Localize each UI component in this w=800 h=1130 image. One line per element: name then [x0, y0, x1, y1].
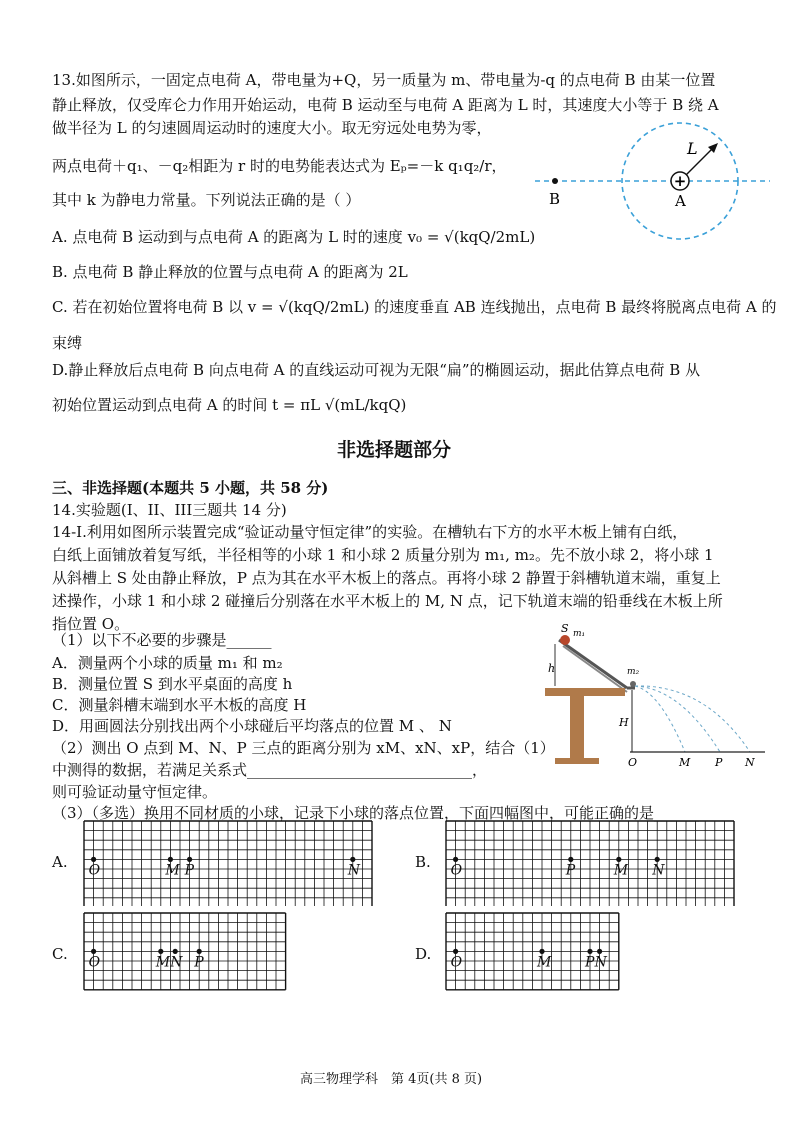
grid-point-dot: [350, 857, 355, 862]
grid-option-a: [83, 820, 373, 906]
q13-line-2: 静止释放，仅受库仑力作用开始运动，电荷 B 运动至与电荷 A 距离为 L 时，其速度大小等于 B 绕 A: [52, 96, 719, 114]
q14-sub3: （3）（多选）换用不同材质的小球，记录下小球的落点位置，下面四幅图中，可能正确的是______: [52, 804, 700, 822]
grid-point-label: M: [155, 954, 171, 971]
grid-point-label: N: [170, 954, 183, 971]
grid-point-dot: [158, 949, 163, 954]
q14-sub1: （1）以下不必要的步骤是______: [52, 631, 272, 649]
q14-sub2-line-2: 中测得的数据，若满足关系式______________________________，: [52, 761, 488, 779]
label-N: N: [745, 756, 755, 769]
table-foot: [555, 758, 599, 764]
grid-point-dot: [539, 949, 544, 954]
label-A: A: [675, 192, 686, 210]
table-top: [545, 688, 625, 696]
q14-sub1-option-b: B．测量位置 S 到水平桌面的高度 h: [52, 675, 293, 693]
grid-a-letter: A.: [52, 853, 68, 871]
grid-point-label: P: [585, 954, 595, 971]
grid-option-d: [445, 912, 627, 994]
grid-point-dot: [655, 857, 660, 862]
apparatus-figure: [535, 622, 770, 772]
q13-line-5: 其中 k 为静电力常量。下列说法正确的是（ ）: [52, 191, 361, 209]
grid-point-dot: [173, 949, 178, 954]
charge-a-plus: +: [673, 172, 687, 190]
grid-point-label: M: [613, 862, 629, 879]
grid-point-label: M: [537, 954, 552, 971]
trajectory-1: [635, 686, 685, 752]
grid-c-letter: C.: [52, 945, 68, 963]
grid-point-label: O: [88, 954, 101, 971]
grid-point-dot: [568, 857, 573, 862]
grid-point-dot: [197, 949, 202, 954]
q14-line-5: 指位置 O。: [52, 615, 130, 633]
q13-option-c-cont: 束缚: [52, 334, 83, 352]
q14-sub1-option-c: C．测量斜槽末端到水平木板的高度 H: [52, 696, 307, 714]
table-leg: [570, 696, 584, 762]
q13-option-d-cont: 初始位置运动到点电荷 A 的时间 t = πL √(mL/kqQ): [52, 396, 407, 414]
q14-sub1-option-d: D．用画圆法分别找出两个小球碰后平均落点的位置 M 、 N: [52, 717, 452, 735]
grid-d-letter: D.: [415, 945, 432, 963]
grid-point-label: O: [450, 862, 463, 879]
q13-option-b: B. 点电荷 B 静止释放的位置与点电荷 A 的距离为 2L: [52, 263, 408, 281]
grid-point-dot: [168, 857, 173, 862]
label-O: O: [628, 756, 638, 769]
trajectory-3: [635, 686, 750, 752]
section-title: 非选择题部分: [337, 439, 452, 461]
q14-sub2-line-1: （2）测出 O 点到 M、N、P 三点的距离分别为 xM、xN、xP，结合（1）: [52, 739, 555, 757]
grid-option-b: [445, 820, 735, 906]
q13-line-4: 两点电荷＋q₁、－q₂相距为 r 时的电势能表达式为 Eₚ=－k q₁q₂/r，: [52, 157, 507, 175]
ball-1: [560, 635, 570, 645]
grid-point-label: O: [88, 862, 101, 879]
label-H: H: [619, 716, 629, 729]
q13-figure: [535, 118, 770, 248]
q14-heading: 14.实验题(I、II、III三题共 14 分): [52, 501, 287, 519]
label-m1: m₁: [573, 629, 586, 639]
q14-line-4: 述操作，小球 1 和小球 2 碰撞后分别落在水平木板上的 M, N 点，记下轨道末端的铅垂线在木板上所: [52, 592, 723, 610]
grid-point-label: N: [347, 862, 361, 879]
ramp: [559, 640, 627, 688]
grid-point-dot: [597, 949, 602, 954]
q14-line-1: 14-I.利用如图所示装置完成“验证动量守恒定律”的实验。在槽轨右下方的水平木板上铺有白纸，: [52, 523, 688, 541]
q14-line-3: 从斜槽上 S 处由静止释放，P 点为其在水平木板上的落点。再将小球 2 静置于斜槽轨道末端，重复上: [52, 569, 721, 587]
label-P: P: [715, 756, 723, 769]
grid-point-label: P: [194, 954, 204, 971]
grid-point-dot: [187, 857, 192, 862]
q13-option-d: D.静止释放后点电荷 B 向点电荷 A 的直线运动可视为无限“扁”的椭圆运动，据此估算点电荷 B 从: [52, 361, 701, 379]
label-m2: m₂: [627, 667, 640, 677]
grid-point-dot: [587, 949, 592, 954]
grid-point-label: N: [594, 954, 607, 971]
grid-point-label: P: [565, 862, 576, 879]
grid-point-dot: [91, 857, 96, 862]
label-h: h: [548, 662, 556, 675]
grid-option-c: [83, 912, 293, 994]
q13-option-c: C. 若在初始位置将电荷 B 以 v = √(kqQ/2mL) 的速度垂直 AB 连线抛出，点电荷 B 最终将脱离点电荷 A 的: [52, 298, 777, 316]
grid-b-letter: B.: [415, 853, 431, 871]
q13-option-a: A. 点电荷 B 运动到与点电荷 A 的距离为 L 时的速度 v₀ = √(kqQ/2mL): [52, 228, 536, 246]
charge-b-dot: [552, 178, 558, 184]
page-footer: 高三物理学科 第 4页(共 8 页): [300, 1072, 483, 1087]
grid-point-label: P: [184, 862, 195, 879]
grid-point-dot: [91, 949, 96, 954]
grid-point-dot: [453, 949, 458, 954]
grid-point-label: M: [165, 862, 180, 879]
grid-point-label: O: [450, 954, 463, 971]
label-S: S: [561, 622, 569, 635]
q13-line-3: 做半径为 L 的匀速圆周运动时的速度大小。取无穷远处电势为零，: [52, 119, 492, 137]
grid-point-dot: [616, 857, 621, 862]
q14-line-2: 白纸上面铺放着复写纸，半径相等的小球 1 和小球 2 质量分别为 m₁, m₂。先不放小球 2，将小球 1: [52, 546, 714, 564]
trajectory-2: [635, 686, 720, 752]
q14-sub1-option-a: A．测量两个小球的质量 m₁ 和 m₂: [52, 654, 283, 672]
grid-point-label: N: [652, 862, 665, 879]
q13-line-1: 13.如图所示，一固定点电荷 A，带电量为+Q，另一质量为 m、带电量为-q 的点电荷 B 由某一位置: [52, 71, 716, 89]
ramp-inner: [563, 646, 627, 692]
label-M: M: [679, 756, 691, 769]
label-B: B: [549, 190, 561, 208]
section3-heading: 三、非选择题(本题共 5 小题，共 58 分): [52, 479, 329, 497]
q14-sub2-line-3: 则可验证动量守恒定律。: [52, 783, 218, 801]
label-L: L: [687, 139, 698, 158]
grid-point-dot: [453, 857, 458, 862]
